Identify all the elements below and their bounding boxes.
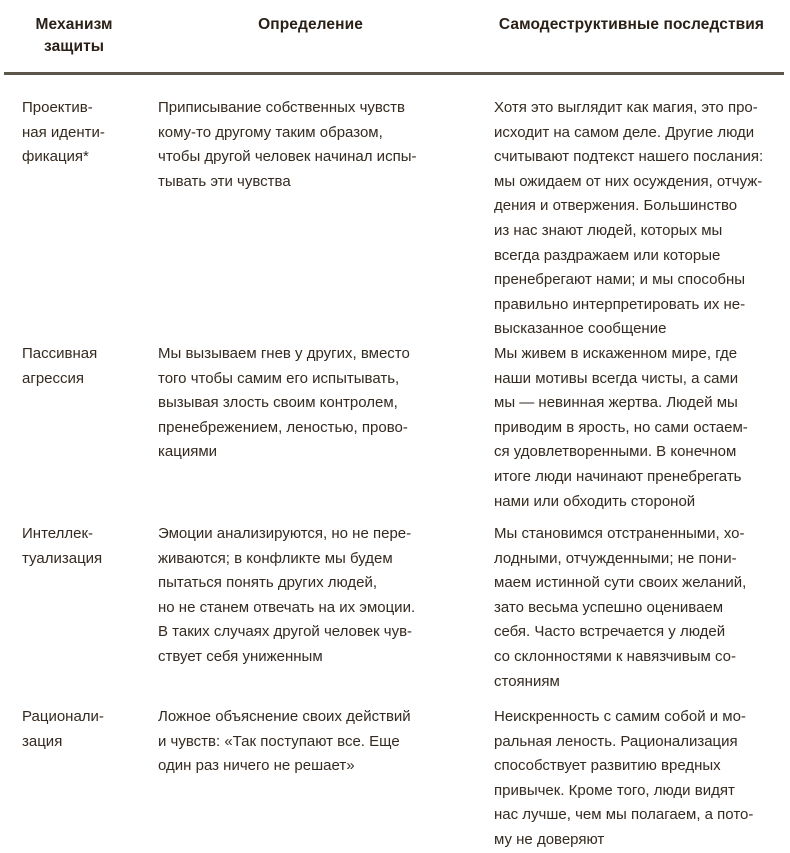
cell-mechanism: Пассивная агрессия bbox=[22, 344, 98, 387]
cell-consequences: Неискренность с самим собой и мо- ральная леность. Рационализация способствует развитию вредных привычек. Кроме того, люди видят нас лучше, чем мы полагаем, а пото- му не доверяют bbox=[494, 707, 754, 848]
cell-consequences: Мы живем в искаженном мире, где наши мотивы всегда чисты, а сами мы — невинная жертва. Людей мы приводим в ярость, но сами остаем- ся удовлетворенными. В конечном итоге люди начинают пренебрегать нами или обходить стороной bbox=[494, 344, 748, 510]
cell-definition: Приписывание собственных чувств кому-то другому таким образом, чтобы другой человек начинал испы- тывать эти чувства bbox=[158, 99, 417, 190]
column-header-mechanism: Механизм защиты bbox=[35, 16, 113, 55]
cell-consequences: Хотя это выглядит как магия, это про- исходит на самом деле. Другие люди считывают подтекст нашего послания: мы ожидаем от них осуждения, отчуж- дения и отвержения. Большинство из нас знают людей, которых мы всегда раздражаем или которые пренебрегают нами; и мы способны правильно интерпретировать их не- высказанное сообщение bbox=[494, 99, 764, 338]
table-row bbox=[0, 342, 790, 522]
table-row bbox=[0, 522, 790, 705]
table-row bbox=[0, 96, 790, 342]
cell-definition: Ложное объяснение своих действий и чувств: «Так поступают все. Еще один раз ничего не решает» bbox=[158, 707, 411, 775]
cell-definition: Мы вызываем гнев у других, вместо того чтобы самим его испытывать, вызывая злость своим контролем, пренебрежением, леностью, прово- кациями bbox=[158, 344, 410, 461]
cell-mechanism: Интеллек- туализация bbox=[22, 524, 103, 567]
table-header-row bbox=[0, 0, 790, 58]
column-header-consequences: Самодеструктивные последствия bbox=[498, 16, 765, 33]
cell-mechanism: Рационали- зация bbox=[22, 707, 104, 750]
table-row bbox=[0, 705, 790, 853]
cell-definition: Эмоции анализируются, но не пере- живаются; в конфликте мы будем пытаться понять других людей, но не станем отвечать на их эмоции. В таких случаях другой человек чув- ствует себя униженным bbox=[158, 524, 416, 665]
table-body bbox=[0, 75, 790, 853]
cell-mechanism: Проектив- ная иденти- фикация* bbox=[22, 99, 105, 166]
column-header-definition: Определение bbox=[258, 16, 363, 33]
cell-consequences: Мы становимся отстраненными, хо- лодными, отчужденными; не пони- маем истинной сути своих желаний, зато весьма успешно оцениваем себя. Часто встречается у людей со склонностями к навязчивым со- стояниям bbox=[494, 524, 747, 690]
